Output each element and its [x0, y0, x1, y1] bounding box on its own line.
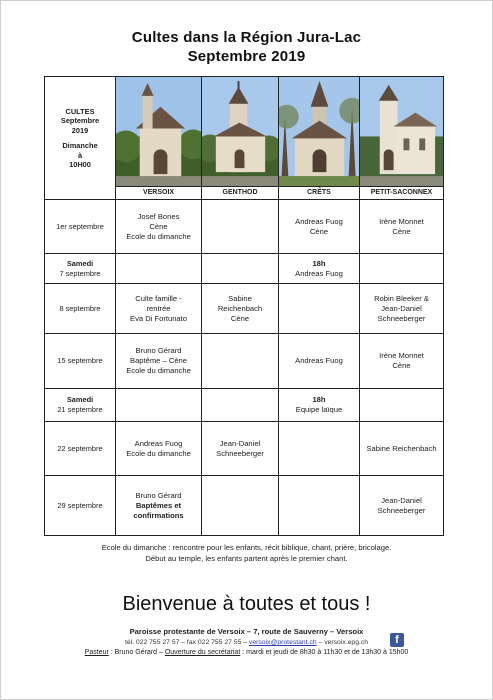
schedule-cell [202, 334, 279, 389]
schedule-table [44, 76, 444, 536]
schedule-cell [202, 254, 279, 284]
date-cell: 1er septembre [45, 200, 116, 254]
date-cell: 22 septembre [45, 422, 116, 476]
church-crets-cell [279, 77, 360, 200]
schedule-cell [279, 284, 360, 334]
church-name-genthod: GENTHOD [202, 186, 278, 198]
schedule-cell: Andreas Fuog Ecole du dimanche [116, 422, 202, 476]
date-cell: Samedi 7 septembre [45, 254, 116, 284]
date-cell: Samedi 21 septembre [45, 389, 116, 422]
pastor-line [0, 649, 493, 656]
page-subtitle: Septembre 2019 [187, 48, 306, 65]
church-petit-saconnex-photo [360, 77, 443, 186]
schedule-cell: Bruno Gérard Baptêmes et confirmations [116, 476, 202, 536]
date-cell: 8 septembre [45, 284, 116, 334]
header-label-cell: CULTES Septembre 2019 Dimanche à 10H00 [45, 77, 116, 200]
table-row [45, 254, 444, 284]
date-cell: 15 septembre [45, 334, 116, 389]
church-name-petit-saconnex: PETIT-SACONNEX [360, 186, 443, 198]
schedule-cell [116, 389, 202, 422]
schedule-cell [360, 389, 444, 422]
pastor-name: : Bruno Gérard – [108, 649, 165, 656]
table-row [45, 200, 444, 254]
footnote-start: Début au temple, les enfants partent après le premier chant. [145, 554, 348, 563]
schedule-cell: Andreas Fuog Cène [279, 200, 360, 254]
schedule-cell: Irène Monnet Cène [360, 334, 444, 389]
date-cell: 29 septembre [45, 476, 116, 536]
schedule-cell: Sabine Reichenbach Cène [202, 284, 279, 334]
facebook-icon[interactable]: f [390, 633, 404, 647]
church-genthod-cell [202, 77, 279, 200]
schedule-cell: Sabine Reichenbach [360, 422, 444, 476]
contact-email-link[interactable]: versoix@protestant.ch [248, 639, 317, 646]
table-row [45, 389, 444, 422]
schedule-cell [202, 200, 279, 254]
church-crets-photo [279, 77, 359, 186]
contact-phone: tél. 022 755 27 57 – fax 022 755 27 55 – [124, 639, 248, 646]
table-row [45, 284, 444, 334]
church-versoix-cell [116, 77, 202, 200]
schedule-cell [279, 422, 360, 476]
schedule-cell: Jean-Daniel Schneeberger [202, 422, 279, 476]
welcome-message: Bienvenue à toutes et tous ! [122, 593, 371, 615]
footnote-sunday-school: Ecole du dimanche : rencontre pour les enfants, récit biblique, chant, prière, bricolage. [101, 543, 392, 552]
schedule-cell [360, 254, 444, 284]
page-title: Cultes dans la Région Jura-Lac [131, 29, 362, 46]
schedule-cell: Josef Bones Cène Ecole du dimanche [116, 200, 202, 254]
schedule-cell [202, 476, 279, 536]
schedule-cell: Irène Monnet Cène [360, 200, 444, 254]
schedule-cell: 18h Equipe laïque [279, 389, 360, 422]
schedule-cell [279, 476, 360, 536]
schedule-cell: 18h Andreas Fuog [279, 254, 360, 284]
table-row [45, 422, 444, 476]
schedule-cell: Robin Bleeker & Jean-Daniel Schneeberger [360, 284, 444, 334]
table-row [45, 476, 444, 536]
table-row [45, 334, 444, 389]
church-genthod-photo [202, 77, 278, 186]
schedule-cell: Culte famille - rentrée Eva Di Fortunato [116, 284, 202, 334]
schedule-cell [116, 254, 202, 284]
contact-website[interactable]: – versoix.epg.ch [318, 639, 369, 646]
church-name-crets: CRÊTS [279, 186, 359, 198]
secretariat-hours: : mardi et jeudi de 8h30 à 11h30 et de 13h30 à 15h00 [240, 649, 409, 656]
secretariat-label: Ouverture du secrétariat [164, 649, 241, 656]
parish-contact [0, 639, 493, 646]
table-header-row [45, 77, 444, 200]
pastor-label: Pasteur [84, 649, 109, 656]
schedule-cell: Jean-Daniel Schneeberger [360, 476, 444, 536]
schedule-cell: Andreas Fuog [279, 334, 360, 389]
parish-address: Paroisse protestante de Versoix – 7, route de Sauverny – Versoix [129, 627, 364, 636]
schedule-cell [202, 389, 279, 422]
church-versoix-photo [116, 77, 201, 186]
church-petit-saconnex-cell [360, 77, 444, 200]
schedule-cell: Bruno Gérard Baptême – Cène Ecole du dimanche [116, 334, 202, 389]
church-name-versoix: VERSOIX [116, 186, 201, 198]
